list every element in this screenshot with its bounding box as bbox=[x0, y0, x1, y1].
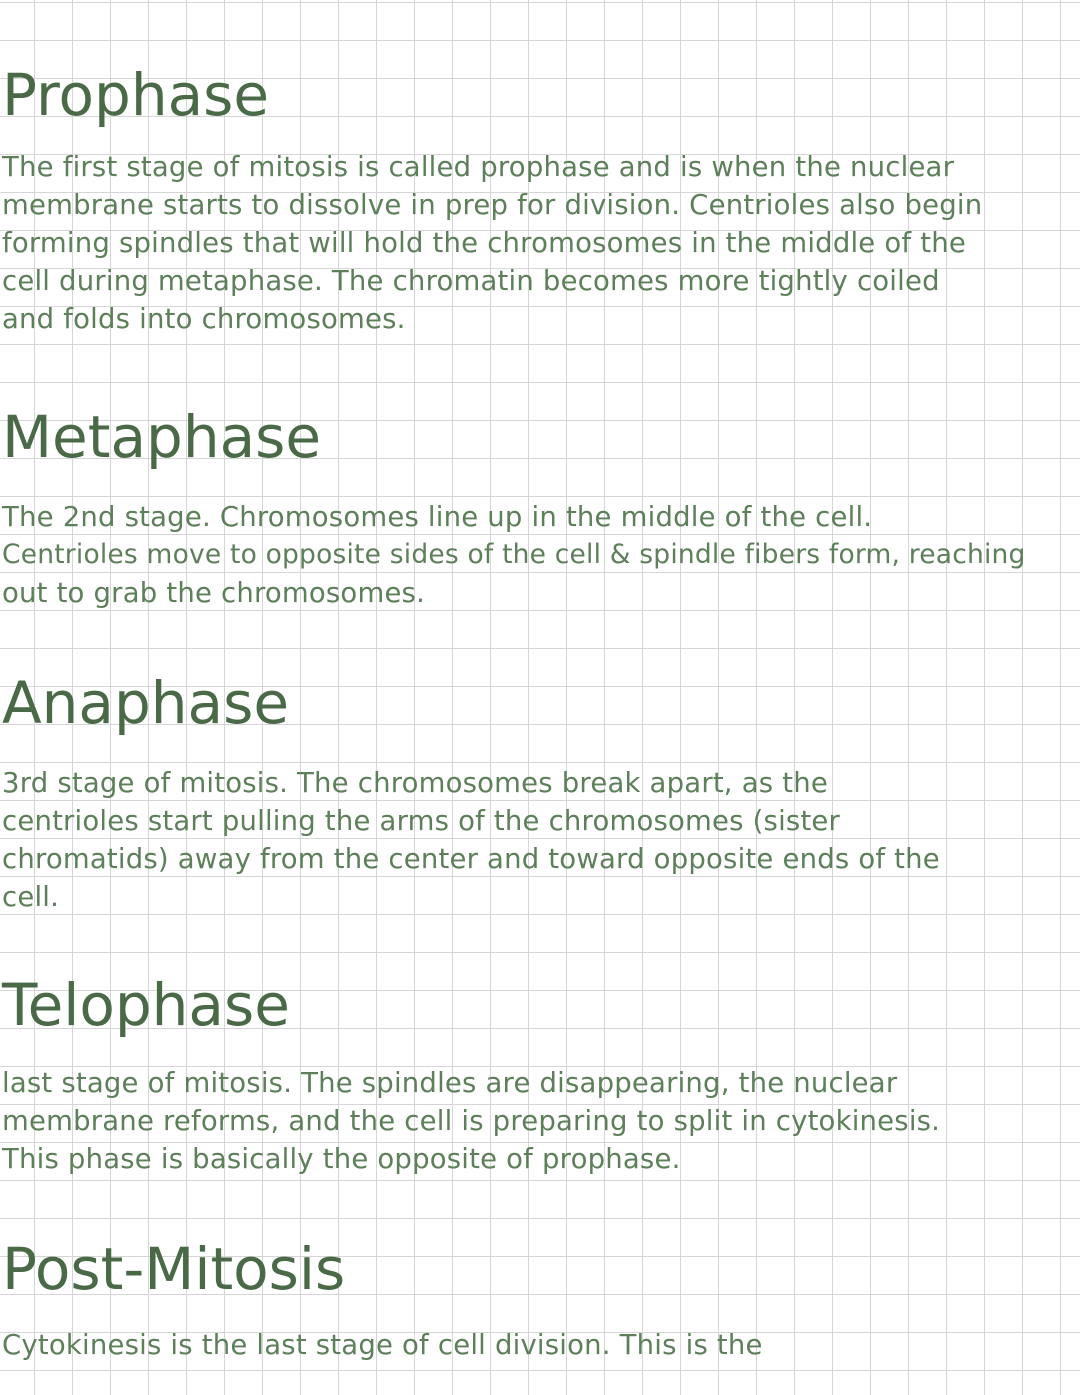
text-line: centrioles start pulling the arms of the chromosomes (sister bbox=[2, 805, 841, 837]
text-line: Centrioles move to opposite sides of the cell & spindle fibers form, reaching bbox=[2, 539, 1026, 570]
section-heading: Telophase bbox=[2, 971, 290, 1039]
section-heading: Prophase bbox=[2, 61, 270, 129]
section-paragraph bbox=[0, 148, 1078, 338]
text-line: Cytokinesis is the last stage of cell division. This is the bbox=[2, 1329, 763, 1361]
section-paragraph bbox=[0, 498, 1078, 612]
text-line: chromatids) away from the center and toward opposite ends of the bbox=[2, 843, 940, 875]
text-line: membrane reforms, and the cell is preparing to split in cytokinesis. bbox=[2, 1105, 941, 1137]
text-line: membrane starts to dissolve in prep for division. Centrioles also begin bbox=[2, 189, 983, 221]
section-heading: Anaphase bbox=[2, 669, 289, 737]
section-heading: Metaphase bbox=[2, 403, 322, 471]
text-line: and folds into chromosomes. bbox=[2, 303, 406, 335]
section-telophase bbox=[0, 970, 1078, 1178]
section-paragraph bbox=[0, 764, 1078, 916]
section-paragraph bbox=[0, 1064, 1078, 1178]
text-line: 3rd stage of mitosis. The chromosomes break apart, as the bbox=[2, 767, 828, 799]
text-line: forming spindles that will hold the chromosomes in the middle of the bbox=[2, 227, 966, 259]
text-line: This phase is basically the opposite of prophase. bbox=[2, 1143, 681, 1175]
text-line: last stage of mitosis. The spindles are disappearing, the nuclear bbox=[2, 1067, 898, 1099]
section-anaphase bbox=[0, 668, 1078, 916]
section-post-mitosis bbox=[0, 1234, 1078, 1364]
section-metaphase bbox=[0, 402, 1078, 612]
text-line: The first stage of mitosis is called prophase and is when the nuclear bbox=[2, 151, 955, 183]
text-line: cell. bbox=[2, 881, 60, 913]
section-paragraph bbox=[0, 1326, 1078, 1364]
text-line: The 2nd stage. Chromosomes line up in the middle of the cell. bbox=[2, 501, 873, 533]
text-line: cell during metaphase. The chromatin becomes more tightly coiled bbox=[2, 265, 940, 297]
text-line: out to grab the chromosomes. bbox=[2, 577, 426, 609]
section-heading: Post-Mitosis bbox=[2, 1235, 346, 1303]
section-prophase bbox=[0, 60, 1078, 338]
